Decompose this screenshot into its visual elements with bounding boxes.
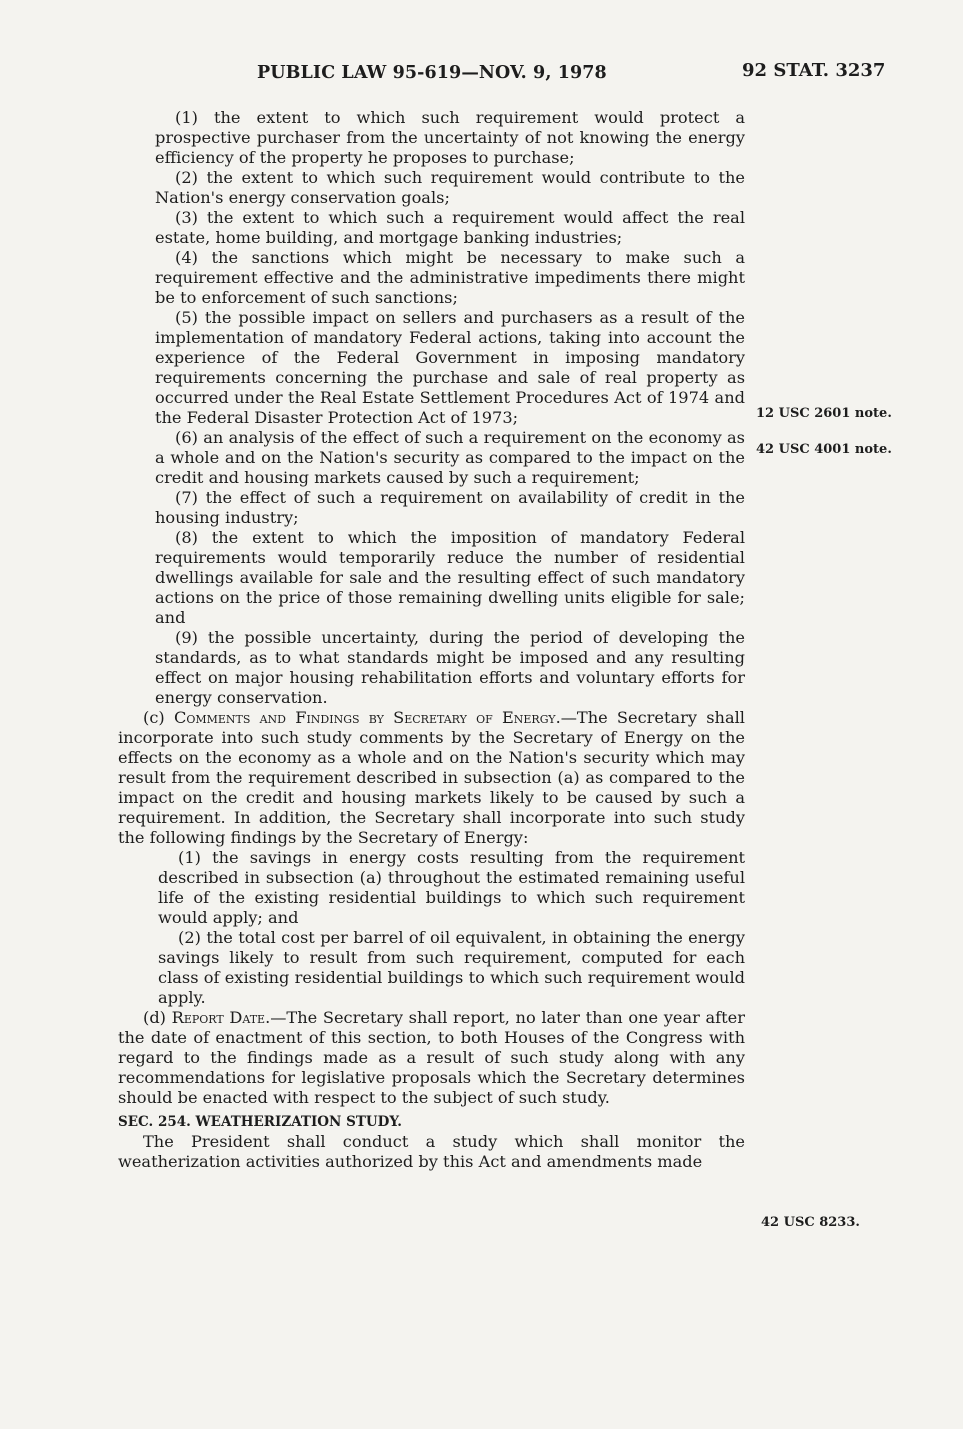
list-item: (5) the possible impact on sellers and purchasers as a result of the implementation of mandatory Federal actions, taking into account the experience of the Federal Government in imposing mandatory requirements concerning the purchase and sale of real property as occurred under the Real Estate Settlement Procedures Act of 1974 and the Federal Disaster Protection Act of 1973; <box>155 308 745 427</box>
list-item: (8) the extent to which the imposition of mandatory Federal requirements would temporarily reduce the number of residential dwellings available for sale and the resulting effect of such mandatory actions on the price of those remaining dwelling units eligible for sale; and <box>155 528 745 627</box>
list-item: (4) the sanctions which might be necessary to make such a requirement effective and the administrative impediments there might be to enforcement of such sanctions; <box>155 248 745 307</box>
section-d-text: —The Secretary shall report, no later than one year after the date of enactment of this section, to both Houses of the Congress with regard to the findings made as a result of such study along with any recommendations for legislative proposals which the Secretary determines should be enacted with respect to the subject of such study. <box>118 1008 745 1107</box>
section-c-text: —The Secretary shall incorporate into such study comments by the Secretary of Energy on the effects on the economy as a whole and on the Nation's security which may result from the requirement described in subsection (a) as compared to the impact on the credit and housing markets likely to be caused by such a requirement. In addition, the Secretary shall incorporate into such study the following findings by the Secretary of Energy: <box>118 708 745 847</box>
list-item: (2) the extent to which such requirement would contribute to the Nation's energy conservation goals; <box>155 168 745 207</box>
list-item: (7) the effect of such a requirement on availability of credit in the housing industry; <box>155 488 745 527</box>
margin-note-42-usc-8233: 42 USC 8233. <box>761 1215 860 1230</box>
page-header-stat: 92 STAT. 3237 <box>742 60 886 81</box>
list-item: (6) an analysis of the effect of such a requirement on the economy as a whole and on the Nation's security as compared to the impact on the credit and housing markets caused by such a requirement; <box>155 428 745 487</box>
finding-item: (1) the savings in energy costs resulting from the requirement described in subsection (a) throughout the estimated remaining useful life of the existing residential buildings to which such requirement would apply; and <box>158 848 745 927</box>
margin-note-12-usc-2601: 12 USC 2601 note. <box>756 406 892 421</box>
section-d-paragraph <box>118 1008 745 1108</box>
list-item: (3) the extent to which such a requirement would affect the real estate, home building, and mortgage banking industries; <box>155 208 745 247</box>
body-text <box>118 108 745 1172</box>
section-c-paragraph <box>118 708 745 848</box>
section-c-heading: Comments and Findings by Secretary of Energy. <box>173 708 561 727</box>
list-item: (9) the possible uncertainty, during the period of developing the standards, as to what standards might be imposed and any resulting effect on major housing rehabilitation efforts and voluntary efforts for energy conservation. <box>155 628 745 707</box>
list-item: (1) the extent to which such requirement would protect a prospective purchaser from the uncertainty of not knowing the energy efficiency of the property he proposes to purchase; <box>155 108 745 167</box>
margin-note-42-usc-4001: 42 USC 4001 note. <box>756 442 892 457</box>
section-d-label: (d) <box>143 1008 166 1027</box>
section-254-text: The President shall conduct a study which shall monitor the weatherization activities authorized by this Act and amendments made <box>118 1132 745 1171</box>
finding-item: (2) the total cost per barrel of oil equivalent, in obtaining the energy savings likely to result from such requirement, computed for each class of existing residential buildings to which such requirement would apply. <box>158 928 745 1007</box>
section-c-label: (c) <box>143 708 165 727</box>
page-header-title: PUBLIC LAW 95-619—NOV. 9, 1978 <box>257 63 607 83</box>
section-d-heading: Report Date. <box>171 1008 271 1027</box>
section-254-heading: SEC. 254. WEATHERIZATION STUDY. <box>118 1114 402 1130</box>
